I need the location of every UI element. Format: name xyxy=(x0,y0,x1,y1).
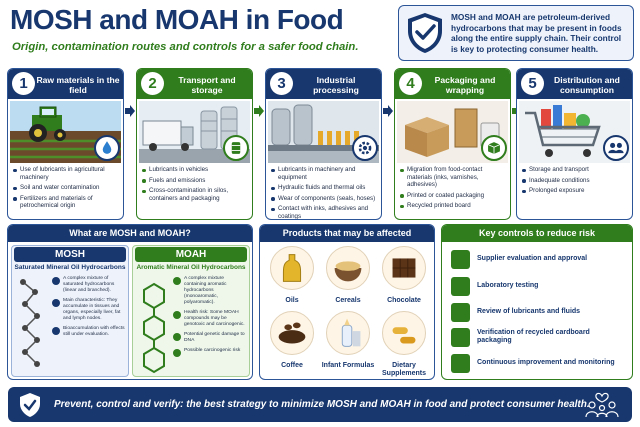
panel-title: Key controls to reduce risk xyxy=(442,225,632,242)
moah-fact xyxy=(173,348,247,357)
products-panel xyxy=(259,224,435,380)
arrow-right-icon xyxy=(383,105,393,117)
aromatic-ring-molecule-icon xyxy=(136,276,172,376)
mosh-heading: MOSH xyxy=(14,247,126,262)
control-item xyxy=(451,275,626,297)
fuel-barrel-icon xyxy=(223,135,249,161)
gear-icon xyxy=(352,135,378,161)
control-label: Laboratory testing xyxy=(477,281,539,289)
bullet: Hydraulic fluids and thermal oils xyxy=(270,184,378,192)
step-bullets xyxy=(521,166,629,198)
microscope-icon xyxy=(451,303,470,322)
step-header xyxy=(137,69,252,99)
control-label: Continuous improvement and monitoring xyxy=(477,358,615,366)
cereal-bowl-icon xyxy=(326,246,370,290)
bullet: Migration from food-contact materials (inks, varnishes, adhesives) xyxy=(399,166,507,189)
product-label: Oils xyxy=(285,297,299,304)
warning-icon xyxy=(52,327,60,335)
fact-text: Main characteristic: They accumulate in tissues and organs, especially liver, fat and lymph nodes. xyxy=(63,298,121,321)
step-title: Packaging and wrapping xyxy=(434,74,496,95)
bullet: Inadequate conditions xyxy=(521,177,629,185)
step-raw-materials xyxy=(7,68,124,220)
step-transport xyxy=(136,68,253,220)
body-organ-icon xyxy=(52,299,60,307)
product-label: Infant Formulas xyxy=(321,362,375,369)
bullet: Lubricants in vehicles xyxy=(141,166,249,174)
bullet: Fertilizers and materials of petrochemical origin xyxy=(12,195,120,210)
molecule-icon xyxy=(173,277,181,285)
control-item xyxy=(451,248,626,270)
step-packaging xyxy=(394,68,511,220)
step-distribution xyxy=(516,68,633,220)
molecule-icon xyxy=(52,277,60,285)
moah-fact xyxy=(173,310,247,328)
moah-subtitle: Aromatic Mineral Oil Hydrocarbons xyxy=(136,264,246,271)
step-number: 5 xyxy=(521,72,544,95)
moah-facts xyxy=(173,276,247,361)
control-label: Review of lubricants and fluids xyxy=(477,307,581,315)
product-chocolate xyxy=(374,246,434,305)
step-title: Distribution and consumption xyxy=(554,74,620,95)
laboratory-flask-icon xyxy=(451,277,470,296)
baby-bottle-icon xyxy=(326,311,370,355)
bullet: Fuels and emissions xyxy=(141,177,249,185)
step-title: Transport and storage xyxy=(178,74,236,95)
warning-icon xyxy=(173,349,181,357)
step-title: Raw materials in the field xyxy=(36,74,120,95)
step-header xyxy=(517,69,632,99)
product-dietary-supplements xyxy=(374,311,434,378)
package-box-icon xyxy=(481,135,507,161)
product-label: Cereals xyxy=(335,297,361,304)
page-subtitle: Origin, contamination routes and controls for a safer food chain. xyxy=(12,41,359,53)
step-bullets xyxy=(12,166,120,213)
supplier-people-icon xyxy=(451,250,470,269)
info-text: MOSH and MOAH are petroleum-derived hydrocarbons that may be present in foods along the entire supply chain. Their control is key to protecting consumer health. xyxy=(451,12,622,54)
oil-bottle-icon xyxy=(270,246,314,290)
bullet: Use of lubricants in agricultural machinery xyxy=(12,166,120,181)
fact-text: Possible carcinogenic risk xyxy=(184,348,241,353)
fact-text: A complex mixture containing aromatic hydrocarbons (monoaromatic, polyaromatic). xyxy=(184,276,227,305)
bullet: Printed or coated packaging xyxy=(399,192,507,200)
fact-text: A complex mixture of saturated hydrocarbons (linear and branched). xyxy=(63,276,115,293)
recycle-box-icon xyxy=(451,328,470,347)
footer-banner xyxy=(8,387,632,422)
control-label: Verification of recycled cardboard packaging xyxy=(477,328,590,344)
bullet: Recycled printed board xyxy=(399,202,507,210)
what-are-mosh-moah-panel xyxy=(7,224,253,380)
step-number: 4 xyxy=(399,72,422,95)
family-heart-icon xyxy=(582,390,622,418)
bullet: Cross-contamination in silos, containers and packaging xyxy=(141,187,249,202)
bullet: Storage and transport xyxy=(521,166,629,174)
product-cereals xyxy=(318,246,378,305)
chocolate-bar-icon xyxy=(382,246,426,290)
control-item xyxy=(451,301,626,323)
info-box xyxy=(398,5,634,61)
health-risk-icon xyxy=(173,311,181,319)
people-group-icon xyxy=(603,135,629,161)
mosh-column xyxy=(11,245,129,377)
key-controls-panel xyxy=(441,224,633,380)
footer-text: Prevent, control and verify: the best strategy to minimize MOSH and MOAH in food and protect consumer health. xyxy=(54,399,590,410)
product-label: Dietary Supplements xyxy=(382,362,426,377)
product-label: Chocolate xyxy=(387,297,421,304)
moah-column xyxy=(132,245,250,377)
page-title: MOSH and MOAH in Food xyxy=(10,4,344,35)
mosh-fact xyxy=(52,276,126,294)
bullet: Soil and water contamination xyxy=(12,184,120,192)
mosh-facts xyxy=(52,276,126,342)
mosh-fact xyxy=(52,298,126,322)
step-bullets xyxy=(141,166,249,205)
fact-text: Bioaccumulation with effects still under evaluation. xyxy=(63,326,125,337)
fact-text: Health risk: Some MOAH compounds may be genotoxic and carcinogenic. xyxy=(184,310,245,327)
panel-title: Products that may be affected xyxy=(260,225,434,242)
product-coffee xyxy=(262,311,322,370)
product-label: Coffee xyxy=(281,362,303,369)
control-label: Supplier evaluation and approval xyxy=(477,254,588,262)
arrow-right-icon xyxy=(254,105,264,117)
mosh-subtitle: Saturated Mineral Oil Hydrocarbons xyxy=(14,264,126,271)
bullet: Lubricants in machinery and equipment xyxy=(270,166,378,181)
control-item xyxy=(451,352,626,374)
coffee-beans-icon xyxy=(270,311,314,355)
product-infant-formulas xyxy=(318,311,378,370)
capsules-icon xyxy=(382,311,426,355)
moah-fact xyxy=(173,332,247,344)
dna-icon xyxy=(173,333,181,341)
step-bullets xyxy=(270,166,378,220)
step-processing xyxy=(265,68,382,220)
control-item xyxy=(451,326,626,348)
shield-check-icon xyxy=(405,11,445,55)
bar-chart-icon xyxy=(451,354,470,373)
saturated-chain-molecule-icon xyxy=(15,276,51,376)
product-oils xyxy=(262,246,322,305)
step-header xyxy=(395,69,510,99)
moah-fact xyxy=(173,276,247,306)
step-title: Industrial processing xyxy=(313,74,359,95)
moah-heading: MOAH xyxy=(135,247,247,262)
step-bullets xyxy=(399,166,507,213)
shield-check-icon xyxy=(18,392,42,418)
step-header xyxy=(8,69,123,99)
bullet: Contact with inks, adhesives and coatings xyxy=(270,205,378,220)
step-header xyxy=(266,69,381,99)
water-drop-icon xyxy=(94,135,120,161)
fact-text: Potential genetic damage to DNA xyxy=(184,332,245,343)
step-number: 2 xyxy=(141,72,164,95)
arrow-right-icon xyxy=(125,105,135,117)
mosh-fact xyxy=(52,326,126,338)
panel-title: What are MOSH and MOAH? xyxy=(8,225,252,242)
step-number: 3 xyxy=(270,72,293,95)
bullet: Wear of components (seals, hoses) xyxy=(270,195,378,203)
step-number: 1 xyxy=(12,72,35,95)
bullet: Prolonged exposure xyxy=(521,187,629,195)
